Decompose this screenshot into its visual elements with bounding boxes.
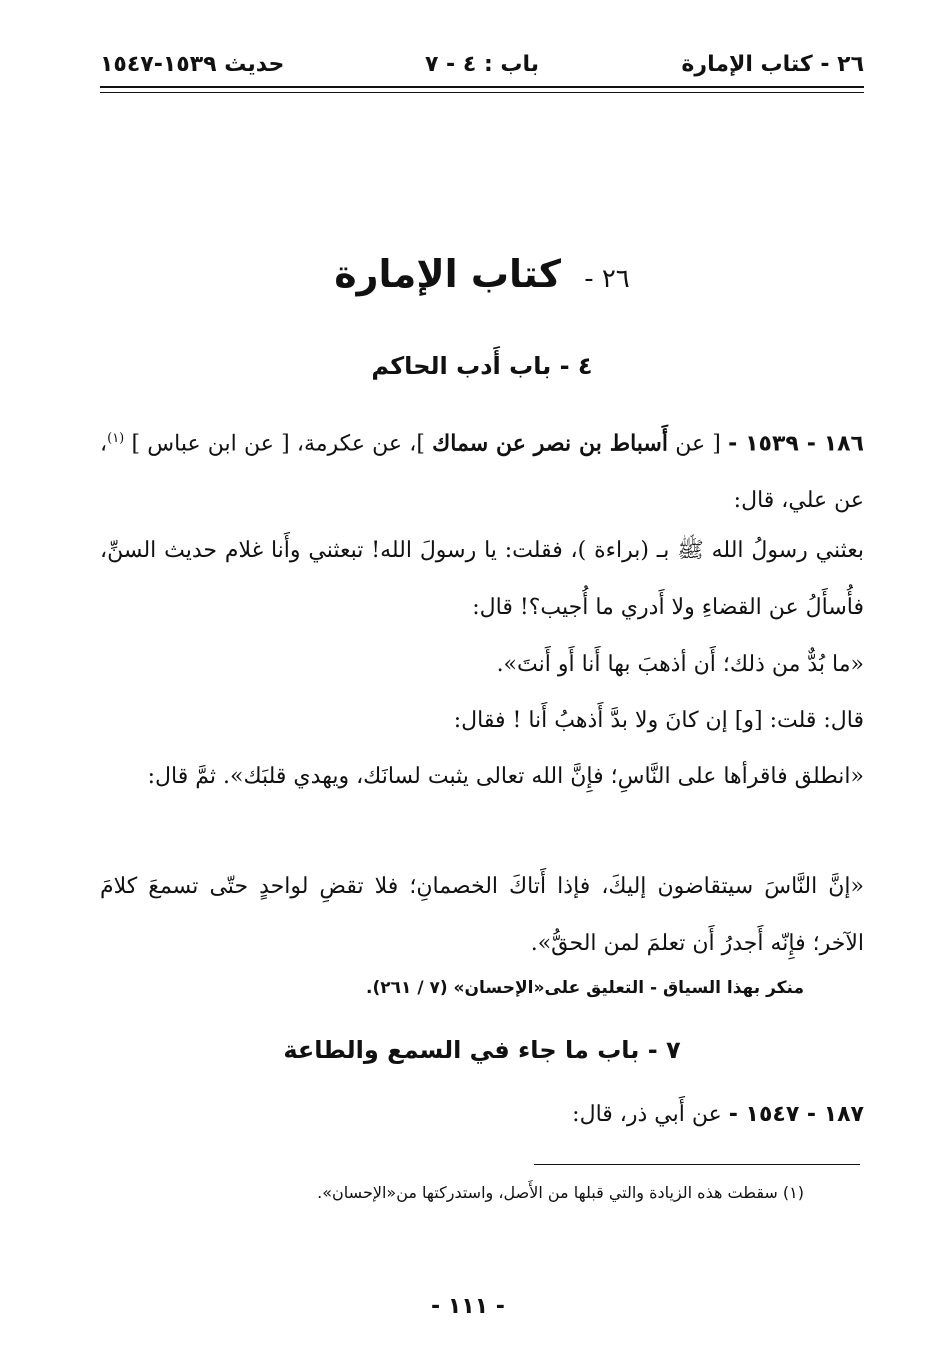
footnote: (١) سقطت هذه الزيادة والتي قبلها من الأَصل، واستدركتها من«الإحسان».	[317, 1183, 804, 1202]
hadith-grading: منكر بهذا السياق - التعليق على«الإحسان» (٧ / ٢٦١).	[366, 978, 804, 998]
hadith-2	[100, 1086, 864, 1143]
hadith-number: ١٨٦ - ١٥٣٩ -	[728, 431, 864, 457]
isnad-end: ، عن علي، قال:	[100, 431, 864, 514]
header-hadith-range: حديث ١٥٣٩-١٥٤٧	[100, 52, 285, 77]
hadith-text-1: بعثني رسولُ الله ﷺ بـ (براءة )، فقلت: يا رسولَ الله! تبعثني وأَنا غلام حديث السنِّ، فأُسأَلُ عن القضاءِ ولا أَدري ما أُجيب؟! قال:	[100, 538, 864, 620]
book-title	[100, 252, 864, 296]
isnad-open: [ عن	[667, 431, 729, 457]
chapter-heading: ٤ - باب أَدب الحاكم	[371, 352, 593, 380]
footnote-rule	[534, 1164, 860, 1165]
book-number: ٢٦ -	[584, 264, 630, 294]
header-rule-thick	[100, 86, 864, 88]
hadith-text-5: «إنَّ النَّاسَ سيتقاضون إليكَ، فإذا أَتاكَ الخصمانِ؛ فلا تقضِ لواحدٍ حتّى تسمعَ كلامَ الآخر؛ فإِنّه أَجدرُ أَن تعلمَ لمن الحقُّ».	[100, 874, 864, 956]
footnote-marker: (١)	[107, 431, 125, 446]
isnad-narrators: أَسباط بن نصر عن سماك	[432, 430, 668, 457]
isnad-rest: ]، عن عكرمة، [ عن ابن عباس ]	[124, 431, 433, 457]
book-name: كتاب الإمارة	[334, 252, 561, 296]
header-book-title: ٢٦ - كتاب الإمارة	[681, 52, 864, 77]
header-rule-thin	[100, 92, 864, 93]
hadith-text-3: قال: قلت: [و] إن كانَ ولا بدَّ أَذهبُ أَنا ! فقال:	[453, 708, 864, 733]
page-number: - ١١١ -	[431, 1294, 505, 1319]
hadith-text-4: «انطلق فاقرأها على النَّاسِ؛ فإِنَّ الله تعالى يثبت لسانَك، ويهدي قلبَك». ثمَّ قال:	[147, 764, 864, 789]
hadith-isnad	[100, 410, 864, 529]
chapter-heading: ٧ - باب ما جاء في السمع والطاعة	[283, 1036, 681, 1064]
hadith-number: ١٨٧ - ١٥٤٧ -	[728, 1102, 864, 1127]
hadith-text-2: «ما بُدٌّ من ذلك؛ أَن أذهبَ بها أَنا أَو أَنتَ».	[496, 652, 864, 677]
header-chapter-range: باب : ٤ - ٧	[424, 52, 540, 77]
running-header	[100, 44, 864, 84]
hadith-2-text: عن أَبي ذر، قال:	[572, 1102, 729, 1127]
